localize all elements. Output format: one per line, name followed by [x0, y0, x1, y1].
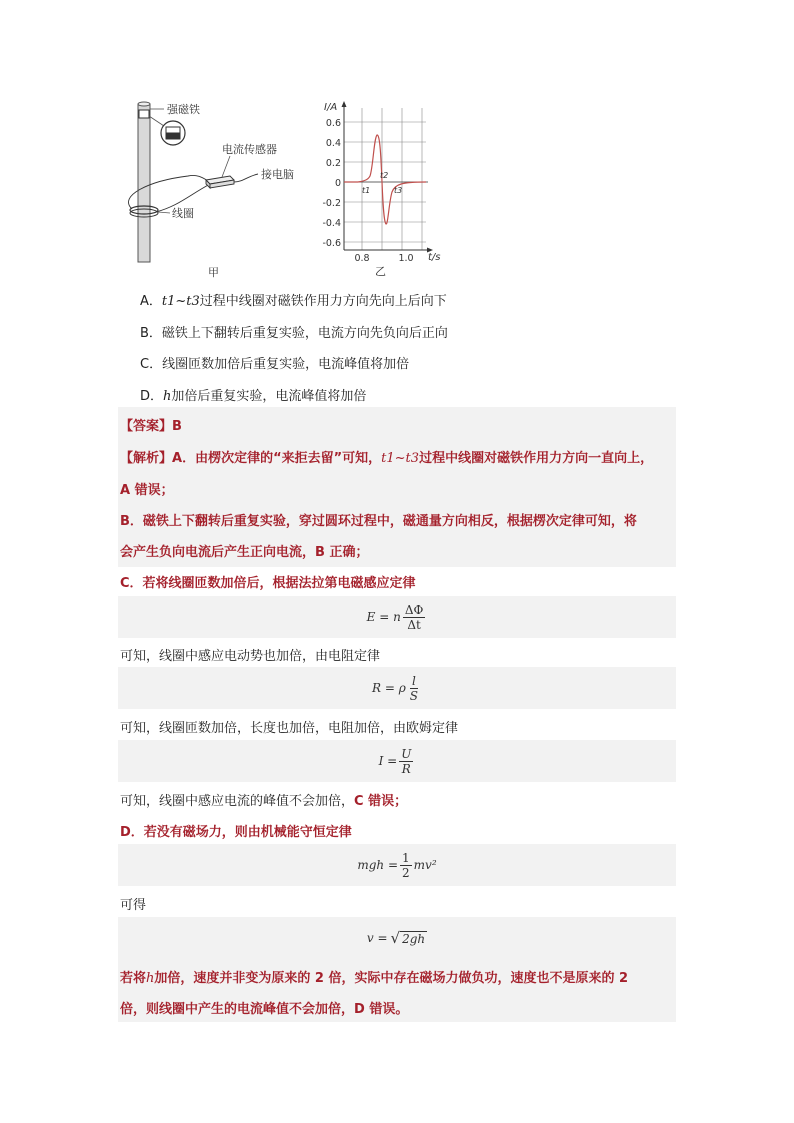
formula-resistance — [118, 667, 676, 709]
analysis-a-pre: A．由楞次定律的“来拒去留”可知， — [172, 451, 382, 466]
analysis-d-line1: D．若没有磁场力，则由机械能守恒定律 — [120, 825, 352, 840]
formula-energy-rhs: mv² — [413, 858, 437, 872]
analysis-d-line4-post: D 错误。 — [354, 1002, 409, 1017]
analysis-b-pre: 会产生负向电流后产生正向电流， — [120, 545, 316, 560]
analysis-c-line3: 可知，线圈匝数加倍，长度也加倍，电阻加倍，由欧姆定律 — [120, 721, 459, 736]
analysis-d-line4 — [120, 998, 408, 1017]
analysis-b-post: B 正确； — [315, 545, 369, 560]
formula-faraday-den: Δt — [407, 617, 421, 632]
x-tick: 0.8 — [354, 253, 370, 264]
option-c: C．线圈匝数加倍后重复实验，电流峰值将加倍 — [140, 357, 410, 372]
formula-ohm-lhs: I = — [378, 754, 398, 768]
analysis-b-line1: B．磁铁上下翻转后重复实验，穿过圆环过程中，磁通量方向相反，根据楞次定律可知，将 — [120, 514, 637, 529]
analysis-c-line1: C．若将线圈匝数加倍后，根据法拉第电磁感应定律 — [120, 576, 416, 591]
formula-energy-den: 2 — [402, 865, 410, 880]
option-d-prefix: D． — [140, 389, 164, 404]
analysis-d-line3-var: h — [146, 971, 155, 986]
formula-ohm — [118, 740, 676, 782]
label-sensor: 电流传感器 — [222, 143, 277, 156]
analysis-d-line4-pre: 倍，则线圈中产生的电流峰值不会加倍， — [120, 1002, 355, 1017]
label-computer: 接电脑 — [261, 168, 294, 181]
answer-label: 【答案】B — [120, 419, 182, 434]
y-tick: -0.6 — [322, 238, 341, 249]
formula-faraday — [118, 596, 676, 638]
caption-jia: 甲 — [208, 266, 219, 279]
t1-label: t1 — [362, 186, 371, 195]
y-tick: -0.4 — [322, 218, 341, 229]
option-a — [140, 290, 447, 309]
analysis-d-line2: 可得 — [120, 898, 147, 913]
x-axis-label: t/s — [428, 252, 441, 263]
analysis-d-line3-post: 加倍，速度并非变为原来的 2 倍，实际中存在磁场力做负功，速度也不是原来的 2 — [154, 971, 629, 986]
formula-ohm-num: U — [401, 746, 412, 761]
analysis-a-line2: A 错误； — [120, 483, 174, 498]
option-a-prefix: A． — [140, 294, 162, 309]
option-a-var: t1~t3 — [161, 294, 200, 309]
y-tick: 0.2 — [325, 158, 341, 169]
y-tick: 0.4 — [325, 138, 341, 149]
label-coil: 线圈 — [172, 207, 194, 220]
formula-velocity-rad: 2gh — [402, 931, 426, 946]
x-tick: 1.0 — [398, 253, 414, 264]
analysis-d-line3-pre: 若将 — [120, 971, 147, 986]
t2-label: t2 — [380, 171, 389, 180]
formula-velocity-lhs: v = — [366, 931, 388, 945]
analysis-a-line1 — [120, 447, 653, 466]
option-b: B．磁铁上下翻转后重复实验，电流方向先负向后正向 — [140, 326, 448, 341]
figure-jia — [118, 96, 318, 281]
analysis-c-line4-pre: 可知，线圈中感应电流的峰值不会加倍， — [120, 794, 355, 809]
analysis-b-line2 — [120, 541, 368, 560]
sqrt-symbol: √ — [390, 929, 401, 947]
analysis-a-var: t1~t3 — [381, 451, 420, 466]
formula-resistance-den: S — [409, 688, 418, 703]
figure-yi — [318, 98, 448, 280]
formula-energy — [118, 844, 676, 886]
analysis-d-line3 — [120, 967, 628, 986]
option-d — [140, 385, 366, 404]
y-tick: -0.2 — [322, 198, 341, 209]
analysis-label: 【解析】 — [120, 451, 173, 466]
y-tick: 0 — [334, 178, 341, 189]
formula-ohm-den: R — [401, 761, 411, 776]
t3-label: t3 — [394, 186, 403, 195]
formula-energy-num: 1 — [402, 850, 410, 865]
formula-energy-lhs: mgh = — [357, 858, 399, 872]
glass-tube — [138, 104, 150, 262]
label-magnet: 强磁铁 — [167, 103, 200, 116]
analysis-c-line2: 可知，线圈中感应电动势也加倍，由电阻定律 — [120, 649, 381, 664]
formula-resistance-lhs: R = ρ — [371, 681, 406, 695]
formula-velocity — [118, 917, 676, 959]
caption-yi: 乙 — [375, 265, 386, 278]
option-a-text: 过程中线圈对磁铁作用力方向先向上后向下 — [199, 294, 447, 309]
analysis-c-line4 — [120, 790, 407, 809]
formula-faraday-lhs: E = n — [366, 610, 401, 624]
magnet — [139, 110, 149, 118]
formula-faraday-num: ΔΦ — [404, 602, 424, 617]
analysis-a-post: 过程中线圈对磁铁作用力方向一直向上， — [419, 451, 654, 466]
y-tick: 0.6 — [325, 118, 341, 129]
formula-resistance-num: l — [411, 673, 416, 688]
option-d-text: 加倍后重复实验，电流峰值将加倍 — [171, 389, 367, 404]
analysis-c-line4-post: C 错误； — [354, 794, 408, 809]
option-d-var: h — [163, 389, 172, 404]
y-axis-label: I/A — [324, 102, 338, 113]
